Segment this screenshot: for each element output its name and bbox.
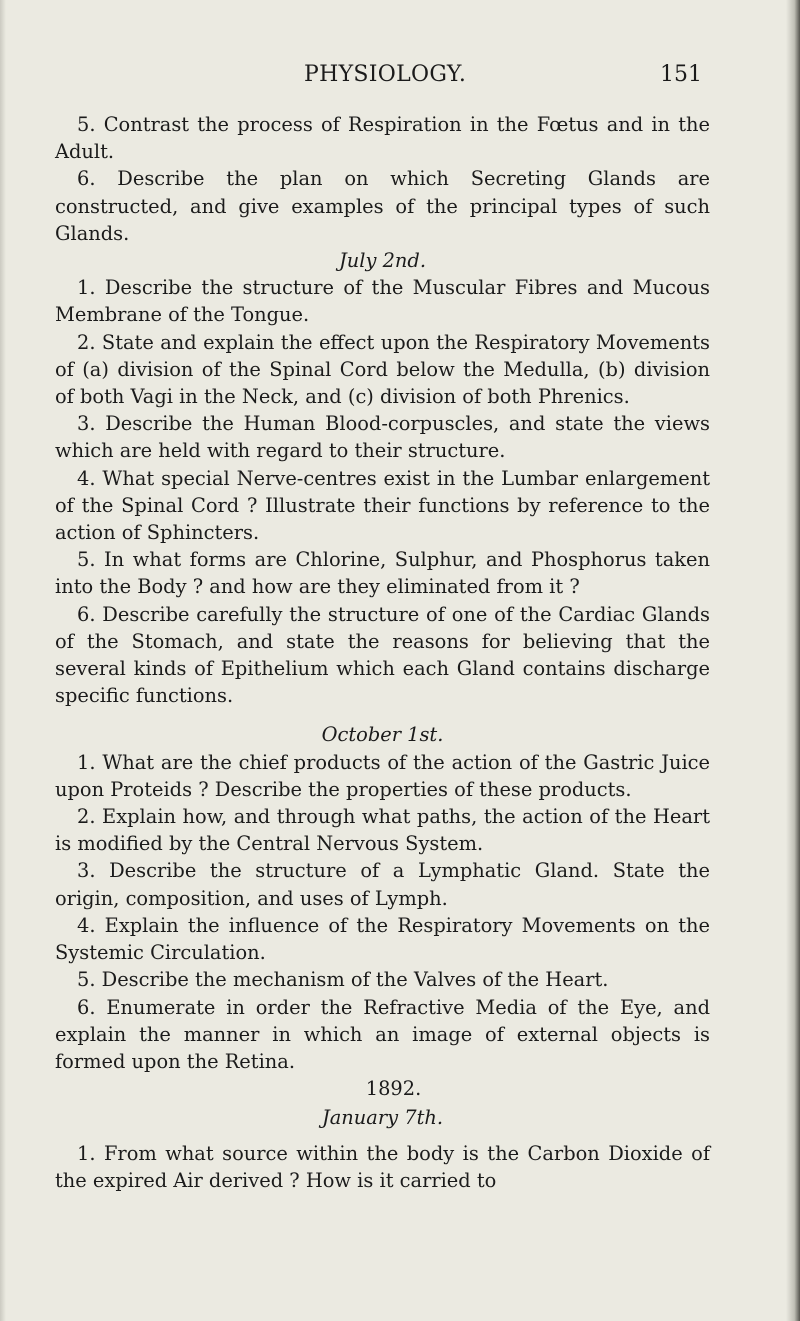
date-prefix: July bbox=[338, 249, 383, 273]
page-left-shadow bbox=[0, 0, 6, 1321]
question: 2. Explain how, and through what paths, the action of the Heart is modified by the Central Nervous System. bbox=[55, 805, 710, 856]
question: 3. Describe the structure of a Lymphatic Gland. State the origin, composition, and uses of Lymph. bbox=[55, 859, 710, 910]
question: 1. Describe the structure of the Muscular Fibres and Mucous Membrane of the Tongue. bbox=[55, 276, 710, 327]
question: 4. What special Nerve-centres exist in the Lumbar enlargement of the Spinal Cord ? Illustrate their functions by reference to the action of Sphincters. bbox=[55, 466, 710, 545]
date-num: 2 bbox=[382, 249, 395, 273]
date-suffix: st. bbox=[419, 723, 444, 747]
date-prefix: January bbox=[321, 1106, 405, 1130]
question: 1. From what source within the body is the Carbon Dioxide of the expired Air derived ? How is it carried to bbox=[55, 1141, 710, 1192]
exam-date bbox=[55, 247, 710, 274]
page-edge-shadow bbox=[786, 0, 800, 1321]
page-content bbox=[55, 111, 710, 1194]
date-suffix: nd. bbox=[394, 249, 426, 273]
date-suffix: th. bbox=[416, 1106, 444, 1130]
date-prefix: October bbox=[321, 723, 408, 747]
running-head bbox=[0, 62, 800, 94]
question: 5. In what forms are Chlorine, Sulphur, and Phosphorus taken into the Body ? and how are they eliminated from it ? bbox=[55, 548, 710, 599]
exam-date bbox=[55, 1104, 710, 1131]
question: 6. Describe carefully the structure of one of the Cardiac Glands of the Stomach, and state the reasons for believing that the several kinds of Epithelium which each Gland contains discharge specific functions. bbox=[55, 602, 710, 708]
question: 6. Enumerate in order the Refractive Media of the Eye, and explain the manner in which an image of external objects is formed upon the Retina. bbox=[55, 995, 710, 1073]
date-num: 1 bbox=[407, 723, 420, 747]
page-title: PHYSIOLOGY. bbox=[304, 62, 467, 87]
question: 3. Describe the Human Blood-corpuscles, and state the views which are held with regard to their structure. bbox=[55, 412, 710, 463]
exam-year: 1892. bbox=[365, 1077, 422, 1101]
question: 4. Explain the influence of the Respiratory Movements on the Systemic Circulation. bbox=[55, 913, 710, 965]
question: 2. State and explain the effect upon the Respiratory Movements of (a) division of the Spinal Cord below the Medulla, (b) division of both Vagi in the Neck, and (c) division of both Phrenics. bbox=[55, 330, 710, 409]
question: 5. Describe the mechanism of the Valves of the Heart. bbox=[77, 968, 609, 992]
question: 1. What are the chief products of the action of the Gastric Juice upon Proteids ? Describe the properties of these products. bbox=[55, 750, 710, 801]
date-num: 7 bbox=[404, 1106, 417, 1130]
exam-date bbox=[55, 721, 710, 748]
question: 6. Describe the plan on which Secreting Glands are constructed, and give examples of the principal types of such Glands. bbox=[55, 167, 710, 245]
question: 5. Contrast the process of Respiration in the Fœtus and in the Adult. bbox=[55, 113, 710, 164]
page-number: 151 bbox=[660, 62, 702, 87]
